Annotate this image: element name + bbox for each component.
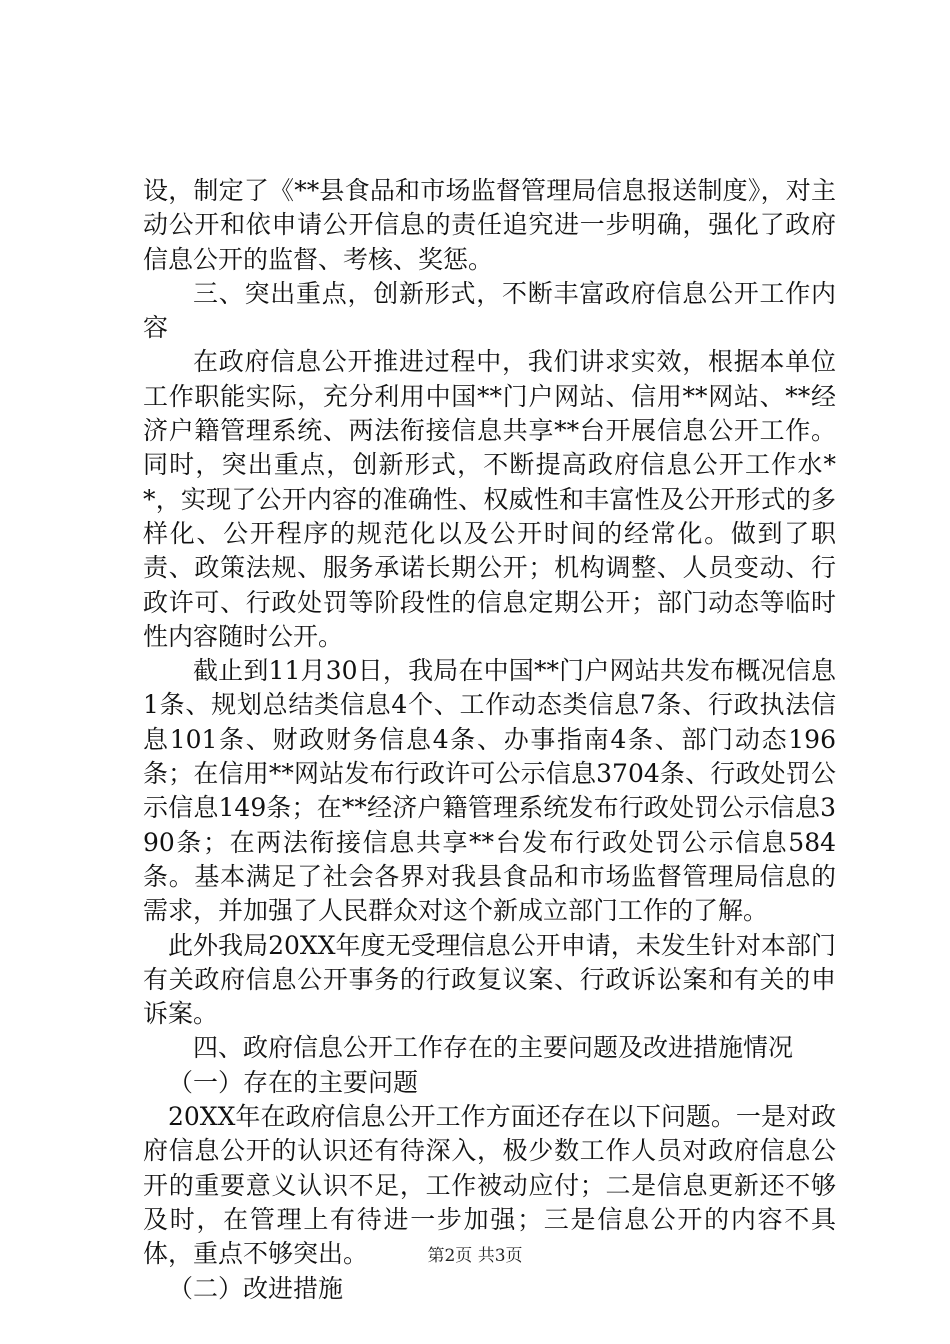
paragraph-4: 截止到11月30日，我局在中国**门户网站共发布概况信息1条、规划总结类信息4个、工作动态类信息7条、行政执法信息101条、财政财务信息4条、办事指南4条、部门动态196条；在信用**网站发布行政许可公示信息3704条、行政处罚公示信息149条；在**经济户籍管理系统发布行政处罚公示信息390条；在两法衔接信息共享**台发布行政处罚公示信息584条。基本满足了社会各界对我县食品和市场监督管理局信息的需求，并加强了人民群众对这个新成立部门工作的了解。	[143, 656, 836, 926]
paragraph-1: 设，制定了《**县食品和市场监督管理局信息报送制度》，对主动公开和依申请公开信息的责任追究进一步明确，强化了政府信息公开的监督、考核、奖惩。	[143, 176, 836, 274]
paragraph-3: 在政府信息公开推进过程中，我们讲求实效，根据本单位工作职能实际，充分利用中国**门户网站、信用**网站、**经济户籍管理系统、两法衔接信息共享**台开展信息公开工作。同时，突出重点，创新形式，不断提高政府信息公开工作水**，实现了公开内容的准确性、权威性和丰富性及公开形式的多样化、公开程序的规范化以及公开时间的经常化。做到了职责、政策法规、服务承诺长期公开；机构调整、人员变动、行政许可、行政处罚等阶段性的信息定期公开；部门动态等临时性内容随时公开。	[143, 347, 836, 651]
paragraph-8: 20XX年在政府信息公开工作方面还存在以下问题。一是对政府信息公开的认识还有待深入，极少数工作人员对政府信息公开的重要意义认识不足，工作被动应付；二是信息更新还不够及时，在管理上有待进一步加强；三是信息公开的内容不具体，重点不够突出。	[143, 1102, 836, 1269]
section-heading-3: 三、突出重点，创新形式，不断丰富政府信息公开工作内容	[143, 278, 836, 343]
subheading-problems: （一）存在的主要问题	[168, 1067, 419, 1097]
paragraph-5: 此外我局20XX年度无受理信息公开申请，未发生针对本部门有关政府信息公开事务的行政复议案、行政诉讼案和有关的申诉案。	[143, 930, 836, 1029]
section-heading-4: 四、政府信息公开工作存在的主要问题及改进措施情况	[193, 1033, 794, 1063]
page-footer: 第2页 共3页	[427, 1246, 523, 1266]
subheading-measures: （二）改进措施	[168, 1273, 344, 1303]
document-body	[143, 174, 836, 1306]
